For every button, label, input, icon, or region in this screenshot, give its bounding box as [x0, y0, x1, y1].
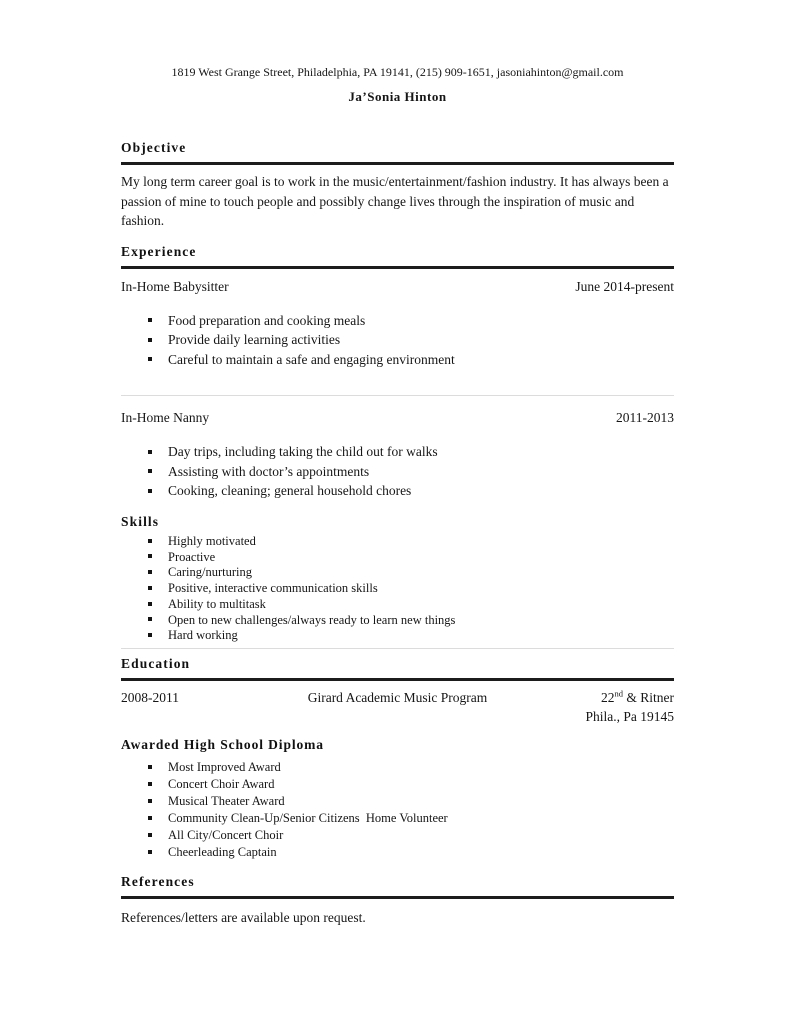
awards-list [121, 759, 674, 861]
skill-item [121, 613, 674, 629]
bullet-text: Careful to maintain a safe and engaging environment [168, 351, 455, 367]
experience-heading: Experience [121, 243, 674, 269]
bullet-text: Food preparation and cooking meals [168, 312, 366, 328]
skill-text: Caring/nurturing [168, 565, 253, 580]
objective-heading: Objective [121, 139, 674, 165]
bullet-square-icon [148, 633, 152, 637]
job-entry-nanny [121, 408, 674, 501]
job-bullet-list [121, 442, 674, 501]
bullet-square-icon [148, 338, 152, 342]
job-entry-babysitter [121, 277, 674, 370]
skill-text: Ability to multitask [168, 596, 266, 611]
section-divider-line [121, 648, 674, 649]
address-number: 22 [601, 689, 615, 705]
bullet-square-icon [148, 469, 152, 473]
skills-list [121, 534, 674, 644]
bullet-square-icon [148, 765, 152, 769]
contact-line: 1819 West Grange Street, Philadelphia, PA 19141, (215) 909-1651, jasoniahinton@gmail.com [171, 65, 624, 79]
job-dates: 2011-2013 [616, 410, 674, 426]
bullet-square-icon [148, 357, 152, 361]
job-header-row [121, 277, 674, 296]
bullet-item [121, 350, 674, 370]
education-city-line: Phila., Pa 19145 [585, 709, 674, 725]
award-item [121, 759, 674, 776]
job-divider-line [121, 395, 674, 396]
bullet-square-icon [148, 489, 152, 493]
bullet-square-icon [148, 554, 152, 558]
bullet-item [121, 481, 674, 501]
education-school: Girard Academic Music Program [307, 689, 488, 705]
candidate-name: Ja’Sonia Hinton [348, 89, 447, 104]
skill-text: Proactive [168, 549, 216, 564]
objective-section [121, 139, 674, 231]
bullet-item [121, 311, 674, 331]
bullet-text: Assisting with doctor’s appointments [168, 463, 370, 479]
bullet-item [121, 442, 674, 462]
bullet-square-icon [148, 602, 152, 606]
skill-text: Hard working [168, 628, 238, 643]
skill-text: Positive, interactive communication skills [168, 581, 378, 596]
address-street: & Ritner [623, 689, 674, 705]
bullet-square-icon [148, 539, 152, 543]
job-title: In-Home Babysitter [121, 278, 229, 294]
education-address-line [514, 688, 674, 708]
bullet-square-icon [148, 450, 152, 454]
bullet-square-icon [148, 570, 152, 574]
bullet-item [121, 462, 674, 482]
bullet-square-icon [148, 318, 152, 322]
education-section [121, 655, 674, 861]
skills-heading: Skills [121, 514, 160, 530]
bullet-square-icon [148, 586, 152, 590]
address-ordinal-superscript: nd [614, 688, 623, 699]
award-item [121, 810, 674, 827]
skill-item [121, 597, 674, 613]
resume-header [121, 64, 674, 105]
award-text: Cheerleading Captain [168, 844, 277, 859]
objective-text: My long term career goal is to work in the music/entertainment/fashion industry. It has always been a passion of mine to touch people and possibly change lives through the inspiration of music and fashion. [121, 174, 669, 228]
skill-item [121, 628, 674, 644]
award-item [121, 793, 674, 810]
award-item [121, 844, 674, 861]
bullet-square-icon [148, 617, 152, 621]
bullet-text: Cooking, cleaning; general household chores [168, 483, 412, 499]
education-heading: Education [121, 655, 674, 681]
job-title: In-Home Nanny [121, 410, 210, 426]
job-header-row [121, 408, 674, 427]
award-text: Musical Theater Award [168, 793, 285, 808]
job-bullet-list [121, 311, 674, 370]
award-item [121, 827, 674, 844]
references-section [121, 873, 674, 927]
skill-text: Open to new challenges/always ready to learn new things [168, 612, 456, 627]
education-row [121, 688, 674, 727]
bullet-square-icon [148, 799, 152, 803]
diploma-heading: Awarded High School Diploma [121, 736, 324, 752]
bullet-text: Provide daily learning activities [168, 332, 341, 348]
education-dates: 2008-2011 [121, 689, 179, 705]
job-dates: June 2014-present [575, 278, 674, 294]
experience-section [121, 243, 674, 502]
references-text: References/letters are available upon request. [121, 909, 366, 925]
skill-item [121, 581, 674, 597]
bullet-square-icon [148, 782, 152, 786]
skill-item [121, 550, 674, 566]
award-text: Concert Choir Award [168, 776, 275, 791]
award-text: Most Improved Award [168, 759, 281, 774]
bullet-item [121, 330, 674, 350]
skill-text: Highly motivated [168, 534, 256, 549]
award-item [121, 776, 674, 793]
award-text: All City/Concert Choir [168, 827, 284, 842]
bullet-square-icon [148, 816, 152, 820]
skills-section [121, 513, 674, 644]
references-heading: References [121, 873, 674, 899]
bullet-square-icon [148, 833, 152, 837]
award-text: Community Clean-Up/Senior Citizens Home Volunteer [168, 810, 448, 825]
skill-item [121, 534, 674, 550]
skill-item [121, 565, 674, 581]
bullet-text: Day trips, including taking the child out for walks [168, 444, 438, 460]
bullet-square-icon [148, 850, 152, 854]
education-location [514, 688, 674, 727]
